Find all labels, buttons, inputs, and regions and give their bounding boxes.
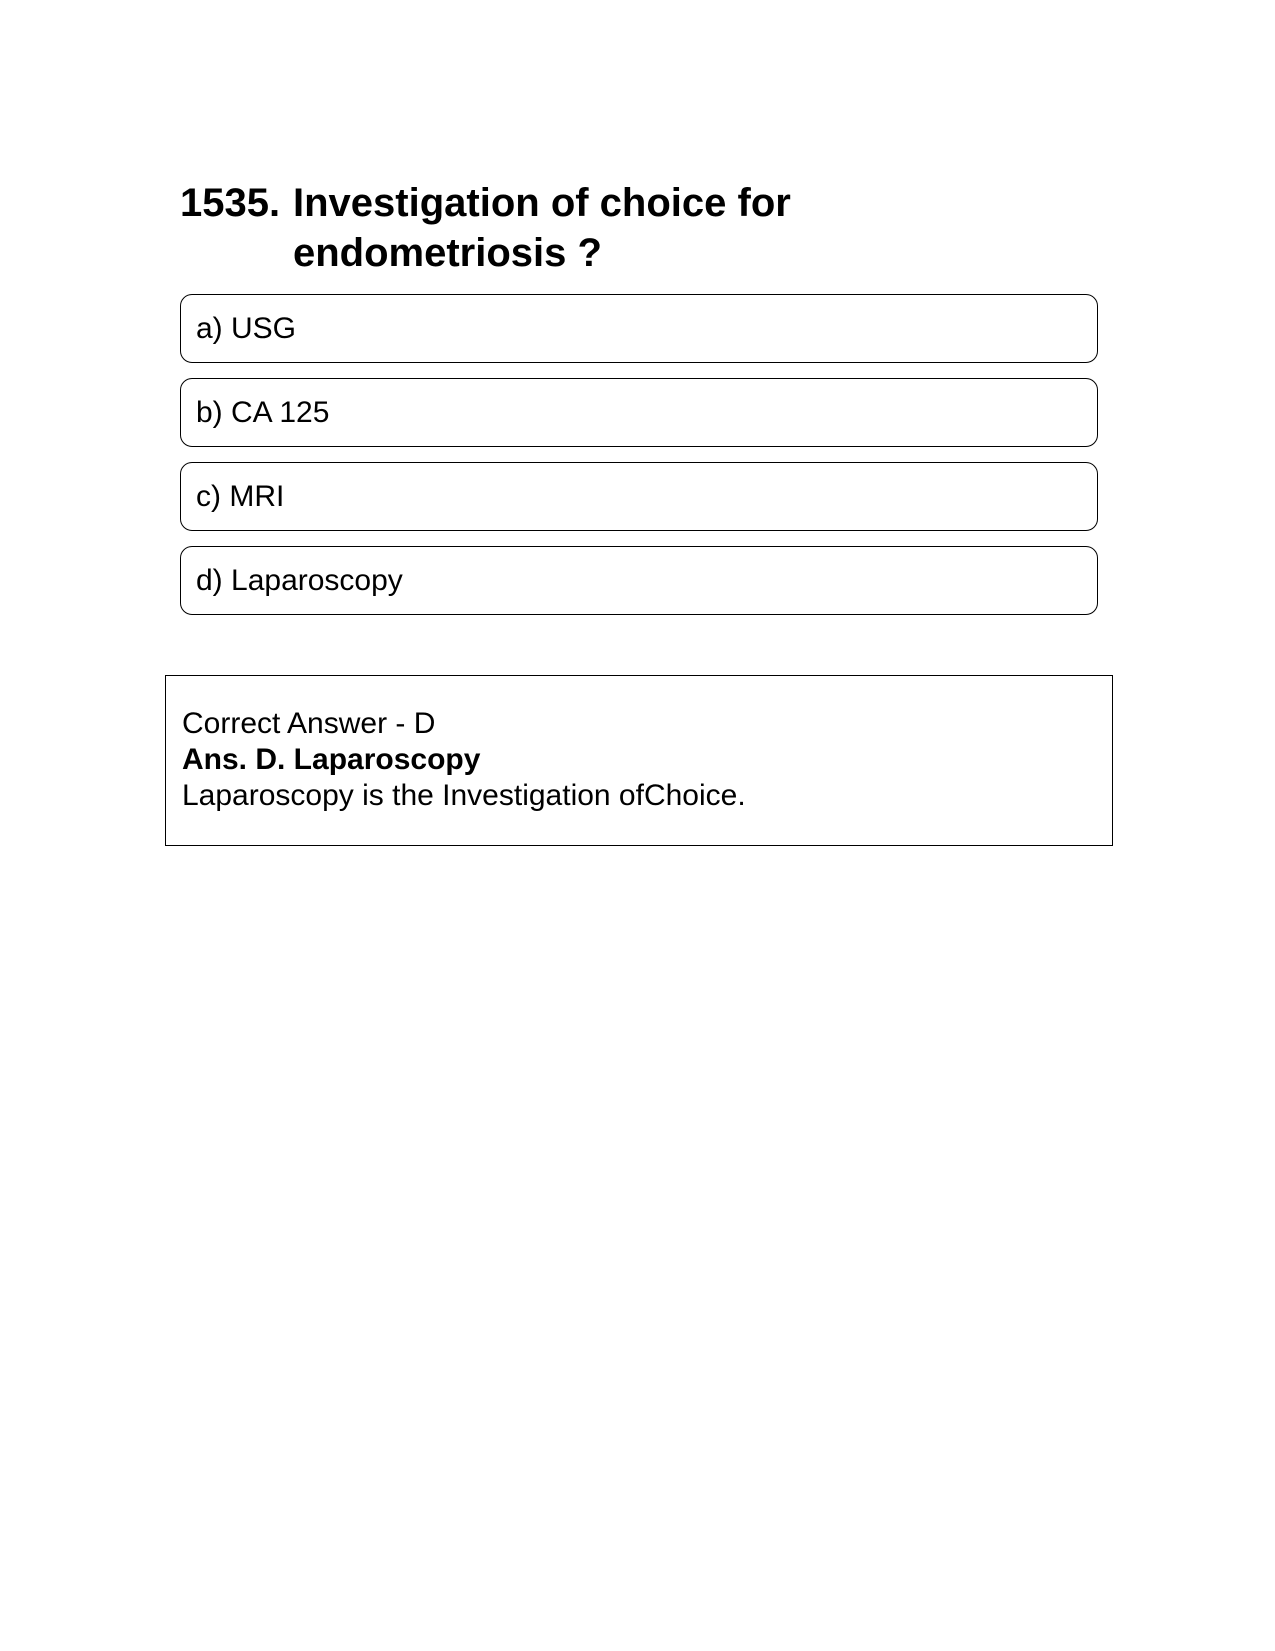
question-number: 1535. <box>180 181 281 225</box>
question-heading <box>180 178 880 278</box>
options-list <box>180 294 1098 630</box>
option-b[interactable]: b) CA 125 <box>180 378 1098 447</box>
option-a[interactable]: a) USG <box>180 294 1098 363</box>
question-text-line-2: endometriosis ? <box>293 231 602 275</box>
option-c[interactable]: c) MRI <box>180 462 1098 531</box>
answer-explanation: Laparoscopy is the Investigation ofChoice. <box>182 779 746 812</box>
question-text <box>293 178 880 278</box>
correct-answer-line: Correct Answer - D <box>182 707 436 740</box>
option-d[interactable]: d) Laparoscopy <box>180 546 1098 615</box>
question-text-line-1: Investigation of choice for <box>293 181 791 225</box>
answer-box <box>165 675 1113 846</box>
answer-title: Ans. D. Laparoscopy <box>182 743 481 776</box>
